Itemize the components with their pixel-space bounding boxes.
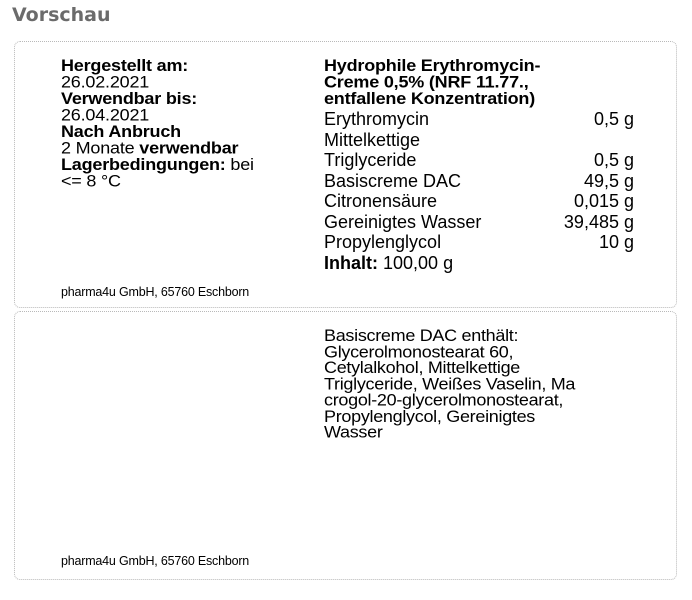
product-block	[324, 57, 634, 273]
ingredient-name: Propylenglycol	[324, 232, 442, 252]
ingredient-row	[324, 109, 634, 130]
storage-line	[61, 156, 301, 173]
storage-label: Lagerbedingungen:	[61, 155, 226, 174]
label-footer: pharma4u GmbH, 65760 Eschborn	[61, 554, 250, 568]
ingredient-row	[324, 150, 634, 171]
product-title	[324, 57, 634, 107]
product-line-3: entfallene Konzentration)	[324, 89, 536, 108]
ingredient-amount: 49,5 g	[583, 170, 634, 191]
content-value: 100,00 g	[383, 252, 454, 273]
ingredient-amount: 0,5 g	[593, 150, 634, 170]
usable-until-label: Verwendbar bis:	[61, 89, 198, 108]
composition-line: Cetylalkohol, Mittelkettige	[324, 358, 520, 377]
manufactured-label: Hergestellt am:	[61, 56, 189, 75]
composition-line: Basiscreme DAC enthält:	[324, 326, 519, 345]
storage-value-1: bei	[230, 155, 254, 174]
ingredient-amount: 39,485 g	[563, 211, 634, 232]
ingredient-amount: 0,5 g	[593, 109, 634, 129]
content-label: Inhalt:	[324, 252, 378, 273]
basiscreme-composition	[324, 328, 644, 441]
composition-line: crogol-20-glycerolmonostearat,	[324, 390, 564, 409]
composition-line: Glycerolmonostearat 60,	[324, 342, 514, 361]
ingredient-amount: 0,015 g	[573, 191, 634, 211]
label-footer: pharma4u GmbH, 65760 Eschborn	[61, 285, 250, 299]
ingredient-name: Mittelkettige	[324, 129, 421, 150]
ingredient-name: Erythromycin	[324, 109, 430, 129]
composition-line: Triglyceride, Weißes Vaselin, Ma	[324, 374, 576, 393]
ingredient-row	[324, 130, 634, 151]
after-opening-label: Nach Anbruch	[61, 122, 181, 141]
ingredient-amount: 10 g	[598, 232, 634, 252]
ingredient-row	[324, 191, 634, 212]
ingredient-name: Triglyceride	[324, 150, 417, 170]
after-opening-suffix: verwendbar	[139, 138, 239, 158]
storage-value-2: <= 8 °C	[61, 172, 121, 191]
product-line-2: Creme 0,5% (NRF 11.77.,	[324, 72, 529, 92]
after-opening-value: 2 Monate	[61, 138, 135, 158]
label-dates-block	[61, 57, 301, 189]
ingredient-name: Gereinigtes Wasser	[324, 211, 482, 232]
composition-line: Wasser	[324, 422, 383, 442]
ingredient-name: Citronensäure	[324, 191, 438, 211]
product-line-1: Hydrophile Erythromycin-	[324, 56, 541, 75]
ingredient-row	[324, 171, 634, 192]
ingredient-row	[324, 212, 634, 233]
page-title: Vorschau	[12, 4, 111, 26]
content-row	[324, 253, 634, 274]
label-page-1	[14, 41, 677, 308]
usable-until-date: 26.04.2021	[61, 105, 150, 125]
ingredient-name: Basiscreme DAC	[324, 170, 462, 191]
ingredient-row	[324, 232, 634, 253]
after-opening-line	[61, 140, 301, 157]
label-page-2	[14, 311, 677, 580]
composition-line: Propylenglycol, Gereinigtes	[324, 406, 536, 426]
ingredient-list	[324, 109, 634, 273]
manufactured-date: 26.02.2021	[61, 72, 150, 92]
